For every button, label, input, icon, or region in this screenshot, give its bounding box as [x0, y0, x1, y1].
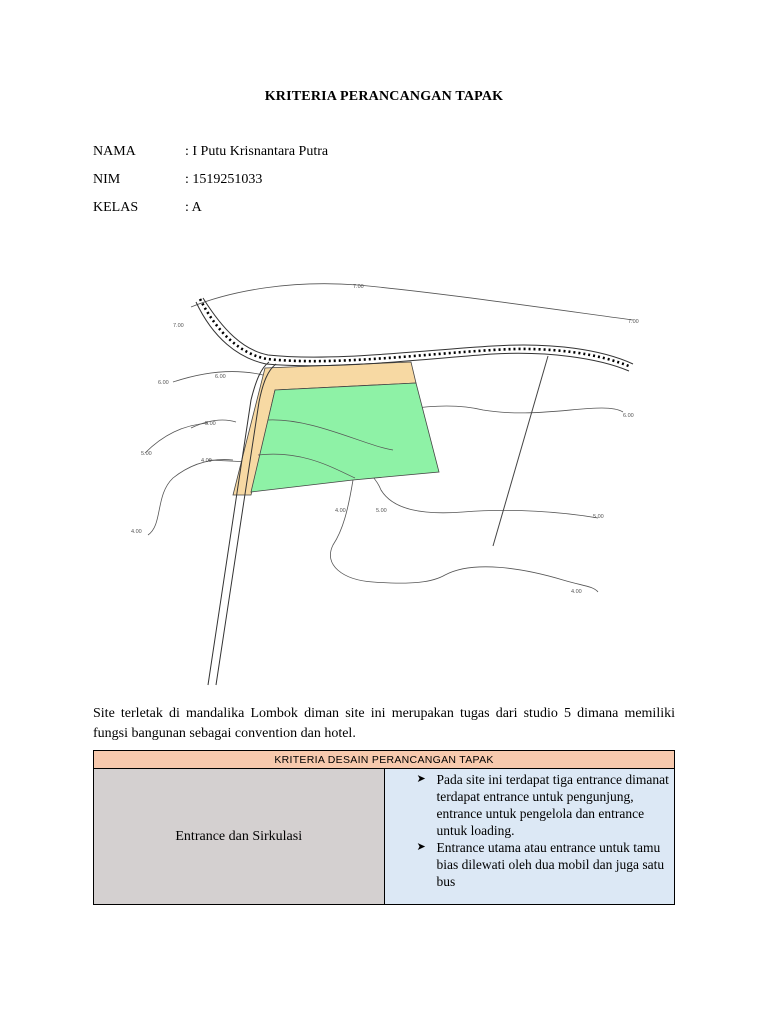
- info-label: KELAS: [93, 200, 139, 215]
- contour-label: 5.00: [376, 508, 387, 514]
- list-item: [391, 839, 671, 890]
- contour-label: 7.00: [173, 323, 184, 329]
- contour-label: 7.00: [353, 284, 364, 290]
- contour-label: 6.00: [623, 413, 634, 419]
- info-label: NIM: [93, 172, 121, 187]
- table-header: KRITERIA DESAIN PERANCANGAN TAPAK: [94, 751, 675, 769]
- road-trees: [200, 299, 631, 367]
- criteria-description: [384, 769, 675, 905]
- info-value: : A: [185, 200, 202, 215]
- green-area: [251, 383, 439, 492]
- contour-label: 4.00: [335, 508, 346, 514]
- contour-label: 5.00: [205, 421, 216, 427]
- contour-label: 6.00: [158, 380, 169, 386]
- info-label: NAMA: [93, 144, 136, 159]
- contour-label: 4.00: [571, 589, 582, 595]
- contour-label: 4.00: [131, 529, 142, 535]
- site-description: Site terletak di mandalika Lombok diman site ini merupakan tugas dari studio 5 dimana memiliki fungsi bangunan sebagai convention dan hotel.: [93, 706, 675, 741]
- document-title: KRITERIA PERANCANGAN TAPAK: [264, 89, 504, 104]
- bullet-text: Entrance utama atau entrance untuk tamu bias dilewati oleh dua mobil dan juga satu bus: [436, 840, 665, 889]
- criteria-label: Entrance dan Sirkulasi: [94, 769, 385, 905]
- road-edge-inner: [196, 302, 629, 371]
- info-row-kelas: [93, 200, 202, 216]
- list-item: [391, 771, 671, 839]
- site-boundary-line: [493, 356, 548, 546]
- contour-label: 5.00: [141, 451, 152, 457]
- contour-label: 6.00: [215, 374, 226, 380]
- info-value: : 1519251033: [185, 172, 263, 187]
- arrow-bullet-icon: ➤: [416, 773, 426, 785]
- road-edge-outer: [203, 298, 633, 364]
- contour-label: 7.00: [628, 319, 639, 325]
- bullet-text: Pada site ini terdapat tiga entrance dimanat terdapat entrance untuk pengunjung, entrance untuk pengelola dan entrance untuk loading.: [436, 772, 669, 838]
- info-row-nim: [93, 172, 262, 188]
- criteria-table: [93, 750, 675, 905]
- info-row-nama: [93, 144, 328, 160]
- site-plan-figure: [93, 250, 675, 688]
- arrow-bullet-icon: ➤: [416, 841, 426, 853]
- info-value: : I Putu Krisnantara Putra: [185, 144, 329, 159]
- contour-label: 4.00: [201, 458, 212, 464]
- contour-label: 5.00: [593, 514, 604, 520]
